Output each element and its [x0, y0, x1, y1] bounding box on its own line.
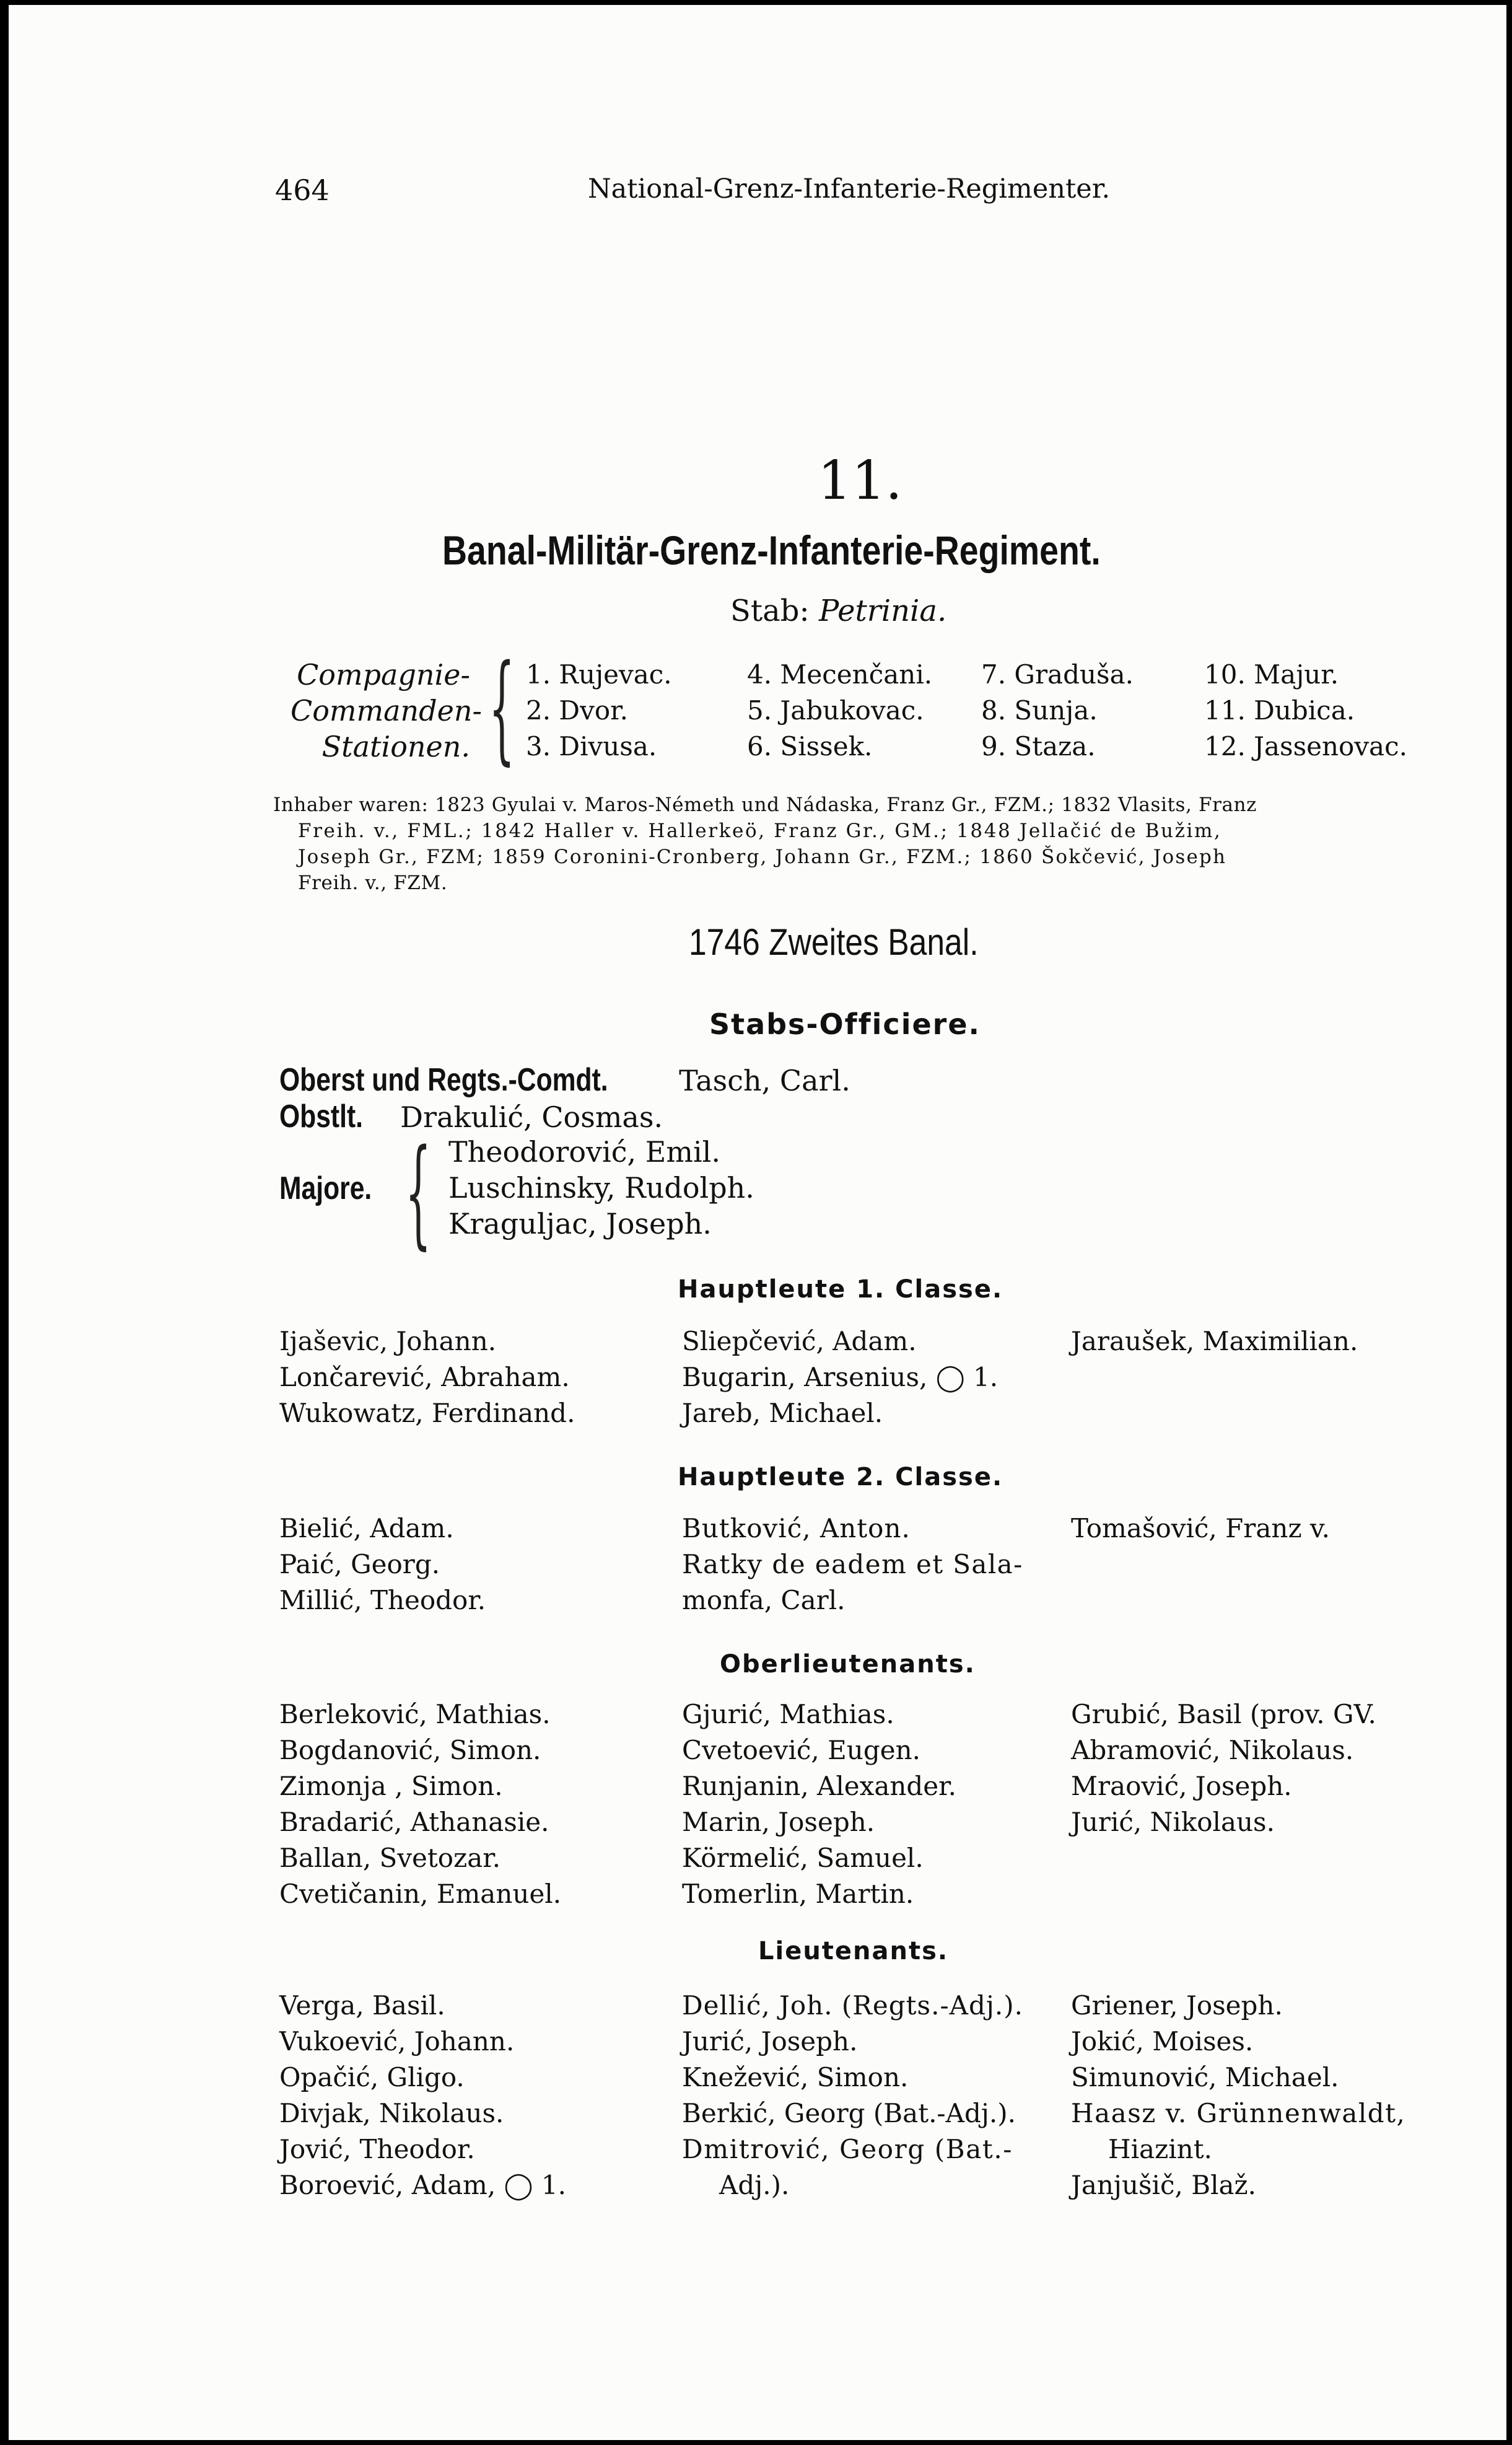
officer-name: Berkić, Georg (Bat.-Adj.). — [682, 2098, 1016, 2128]
page-number: 464 — [275, 173, 330, 207]
officer-name: Wukowatz, Ferdinand. — [279, 1398, 575, 1428]
section-col-1 — [279, 1988, 566, 2203]
section-heading: Oberlieutenants. — [720, 1650, 976, 1679]
owners-line: Inhaber waren: 1823 Gyulai v. Maros-Németh und Nádaska, Franz Gr., FZM.; 1832 Vlasits, Franz — [273, 794, 1257, 816]
station-item: 4. Mecenčani. — [747, 659, 933, 690]
station-item: 7. Graduša. — [981, 659, 1134, 690]
oberst-line — [279, 1061, 850, 1099]
officer-name: Opačić, Gligo. — [279, 2062, 465, 2092]
officer-name: Grubić, Basil (prov. GV. — [1071, 1699, 1376, 1729]
station-item: 11. Dubica. — [1204, 695, 1355, 726]
officer-name: Boroević, Adam, ◯ 1. — [279, 2170, 566, 2200]
officer-name: Bugarin, Arsenius, ◯ 1. — [682, 1362, 999, 1392]
section-heading: Hauptleute 1. Classe. — [678, 1275, 1003, 1304]
staff-heading: Stabs-Officiere. — [709, 1007, 981, 1041]
majore-brace: { — [405, 1124, 432, 1261]
stations-col-3 — [981, 657, 1134, 765]
section-col-2 — [682, 1988, 1023, 2203]
officer-name: Ballan, Svetozar. — [279, 1843, 501, 1873]
section-col-3 — [1071, 1988, 1405, 2203]
officer-name: Mraović, Joseph. — [1071, 1771, 1292, 1801]
obstlt-title: Obstlt. — [279, 1099, 364, 1135]
owners-line: Joseph Gr., FZM; 1859 Coronini-Cronberg, Johann Gr., FZM.; 1860 Šokčević, Joseph — [298, 846, 1227, 868]
book-page — [9, 5, 1506, 2440]
founded-line: 1746 Zweites Banal. — [689, 921, 979, 963]
officer-name: Paić, Georg. — [279, 1549, 440, 1579]
officer-name: monfa, Carl. — [682, 1585, 846, 1615]
officer-name: Jaraušek, Maximilian. — [1071, 1326, 1358, 1356]
officer-name: Janjušič, Blaž. — [1071, 2170, 1257, 2200]
officer-name: Tomašović, Franz v. — [1071, 1513, 1331, 1543]
regiment-title: Banal-Militär-Grenz-Infanterie-Regiment. — [442, 527, 1101, 573]
officer-name: Ijaševic, Johann. — [279, 1326, 497, 1356]
officer-name: Dmitrović, Georg (Bat.- — [682, 2134, 1013, 2164]
officer-name: Hiazint. — [1108, 2134, 1212, 2164]
section-col-3 — [1071, 1511, 1330, 1547]
stab-label: Stab: — [730, 594, 810, 628]
officer-name: Adj.). — [719, 2170, 790, 2200]
stab-place: Petrinia. — [818, 594, 947, 628]
officer-name: Jović, Theodor. — [279, 2134, 475, 2164]
oberst-name: Tasch, Carl. — [679, 1064, 850, 1097]
officer-name: Ratky de eadem et Sala- — [682, 1549, 1023, 1579]
officer-name: Verga, Basil. — [279, 1990, 445, 2021]
officer-name: Butković, Anton. — [682, 1513, 911, 1543]
section-col-1 — [279, 1323, 575, 1431]
section-heading: Lieutenants. — [758, 1937, 949, 1965]
officer-name: Bradarić, Athanasie. — [279, 1807, 549, 1837]
officer-name: Griener, Joseph. — [1071, 1990, 1283, 2021]
section-col-3 — [1071, 1323, 1358, 1359]
owners-line: Freih. v., FZM. — [298, 872, 448, 894]
stations-col-4 — [1204, 657, 1407, 765]
station-item: 12. Jassenovac. — [1204, 731, 1407, 762]
station-item: 5. Jabukovac. — [747, 695, 924, 726]
obstlt-name: Drakulić, Cosmas. — [400, 1100, 663, 1134]
section-col-2 — [682, 1323, 998, 1431]
section-col-1 — [279, 1511, 486, 1618]
officer-name: Knežević, Simon. — [682, 2062, 909, 2092]
officer-name: Jurić, Nikolaus. — [1071, 1807, 1275, 1837]
station-item: 8. Sunja. — [981, 695, 1098, 726]
section-col-2 — [682, 1511, 1023, 1618]
station-item: 10. Majur. — [1204, 659, 1339, 690]
majore-names — [448, 1134, 754, 1242]
stations-label-line: Compagnie- — [297, 658, 470, 691]
officer-name: Jurić, Joseph. — [682, 2026, 858, 2057]
officer-name: Gjurić, Mathias. — [682, 1699, 894, 1729]
majore-name: Kraguljac, Joseph. — [448, 1207, 712, 1240]
officer-name: Bielić, Adam. — [279, 1513, 454, 1543]
officer-name: Körmelić, Samuel. — [682, 1843, 924, 1873]
section-col-1 — [279, 1697, 561, 1912]
officer-name: Simunović, Michael. — [1071, 2062, 1339, 2092]
officer-name: Jareb, Michael. — [682, 1398, 883, 1428]
officer-name: Sliepčević, Adam. — [682, 1326, 917, 1356]
officer-name: Berleković, Mathias. — [279, 1699, 551, 1729]
officer-name: Divjak, Nikolaus. — [279, 2098, 504, 2128]
station-item: 1. Rujevac. — [526, 659, 672, 690]
running-title: National-Grenz-Infanterie-Regimenter. — [588, 173, 1111, 204]
stations-label-line: Commanden- — [291, 694, 483, 727]
officer-name: Zimonja , Simon. — [279, 1771, 503, 1801]
officer-name: Jokić, Moises. — [1071, 2026, 1254, 2057]
officer-name: Millić, Theodor. — [279, 1585, 486, 1615]
majore-title: Majore. — [279, 1170, 372, 1206]
stab-line — [730, 594, 946, 628]
section-col-3 — [1071, 1697, 1376, 1840]
stations-col-1 — [526, 657, 672, 765]
majore-name: Theodorović, Emil. — [448, 1135, 720, 1169]
station-item: 2. Dvor. — [526, 695, 628, 726]
stations-brace: { — [489, 639, 515, 776]
section-col-2 — [682, 1697, 956, 1912]
station-item: 6. Sissek. — [747, 731, 873, 762]
majore-name: Luschinsky, Rudolph. — [448, 1171, 754, 1205]
stations-col-2 — [747, 657, 932, 765]
oberst-title: Oberst und Regts.-Comdt. — [279, 1062, 608, 1098]
regiment-number: 11. — [818, 450, 902, 512]
officer-name: Abramović, Nikolaus. — [1071, 1735, 1354, 1765]
obstlt-line — [279, 1098, 663, 1135]
owners-paragraph — [273, 792, 1257, 896]
station-item: 3. Divusa. — [526, 731, 657, 762]
section-heading: Hauptleute 2. Classe. — [678, 1463, 1003, 1491]
officer-name: Haasz v. Grünnenwaldt, — [1071, 2098, 1406, 2128]
officer-name: Cvetoević, Eugen. — [682, 1735, 920, 1765]
officer-name: Dellić, Joh. (Regts.-Adj.). — [682, 1990, 1023, 2021]
station-item: 9. Staza. — [981, 731, 1096, 762]
officer-name: Runjanin, Alexander. — [682, 1771, 956, 1801]
stations-label — [291, 657, 483, 765]
officer-name: Lončarević, Abraham. — [279, 1362, 570, 1392]
officer-name: Bogdanović, Simon. — [279, 1735, 541, 1765]
stations-label-line: Stationen. — [321, 730, 470, 763]
officer-name: Cvetičanin, Emanuel. — [279, 1879, 562, 1909]
owners-line: Freih. v., FML.; 1842 Haller v. Hallerkeö, Franz Gr., GM.; 1848 Jellačić de Bužim, — [298, 820, 1222, 842]
officer-name: Tomerlin, Martin. — [682, 1879, 914, 1909]
officer-name: Vukoević, Johann. — [279, 2026, 515, 2057]
officer-name: Marin, Joseph. — [682, 1807, 875, 1837]
